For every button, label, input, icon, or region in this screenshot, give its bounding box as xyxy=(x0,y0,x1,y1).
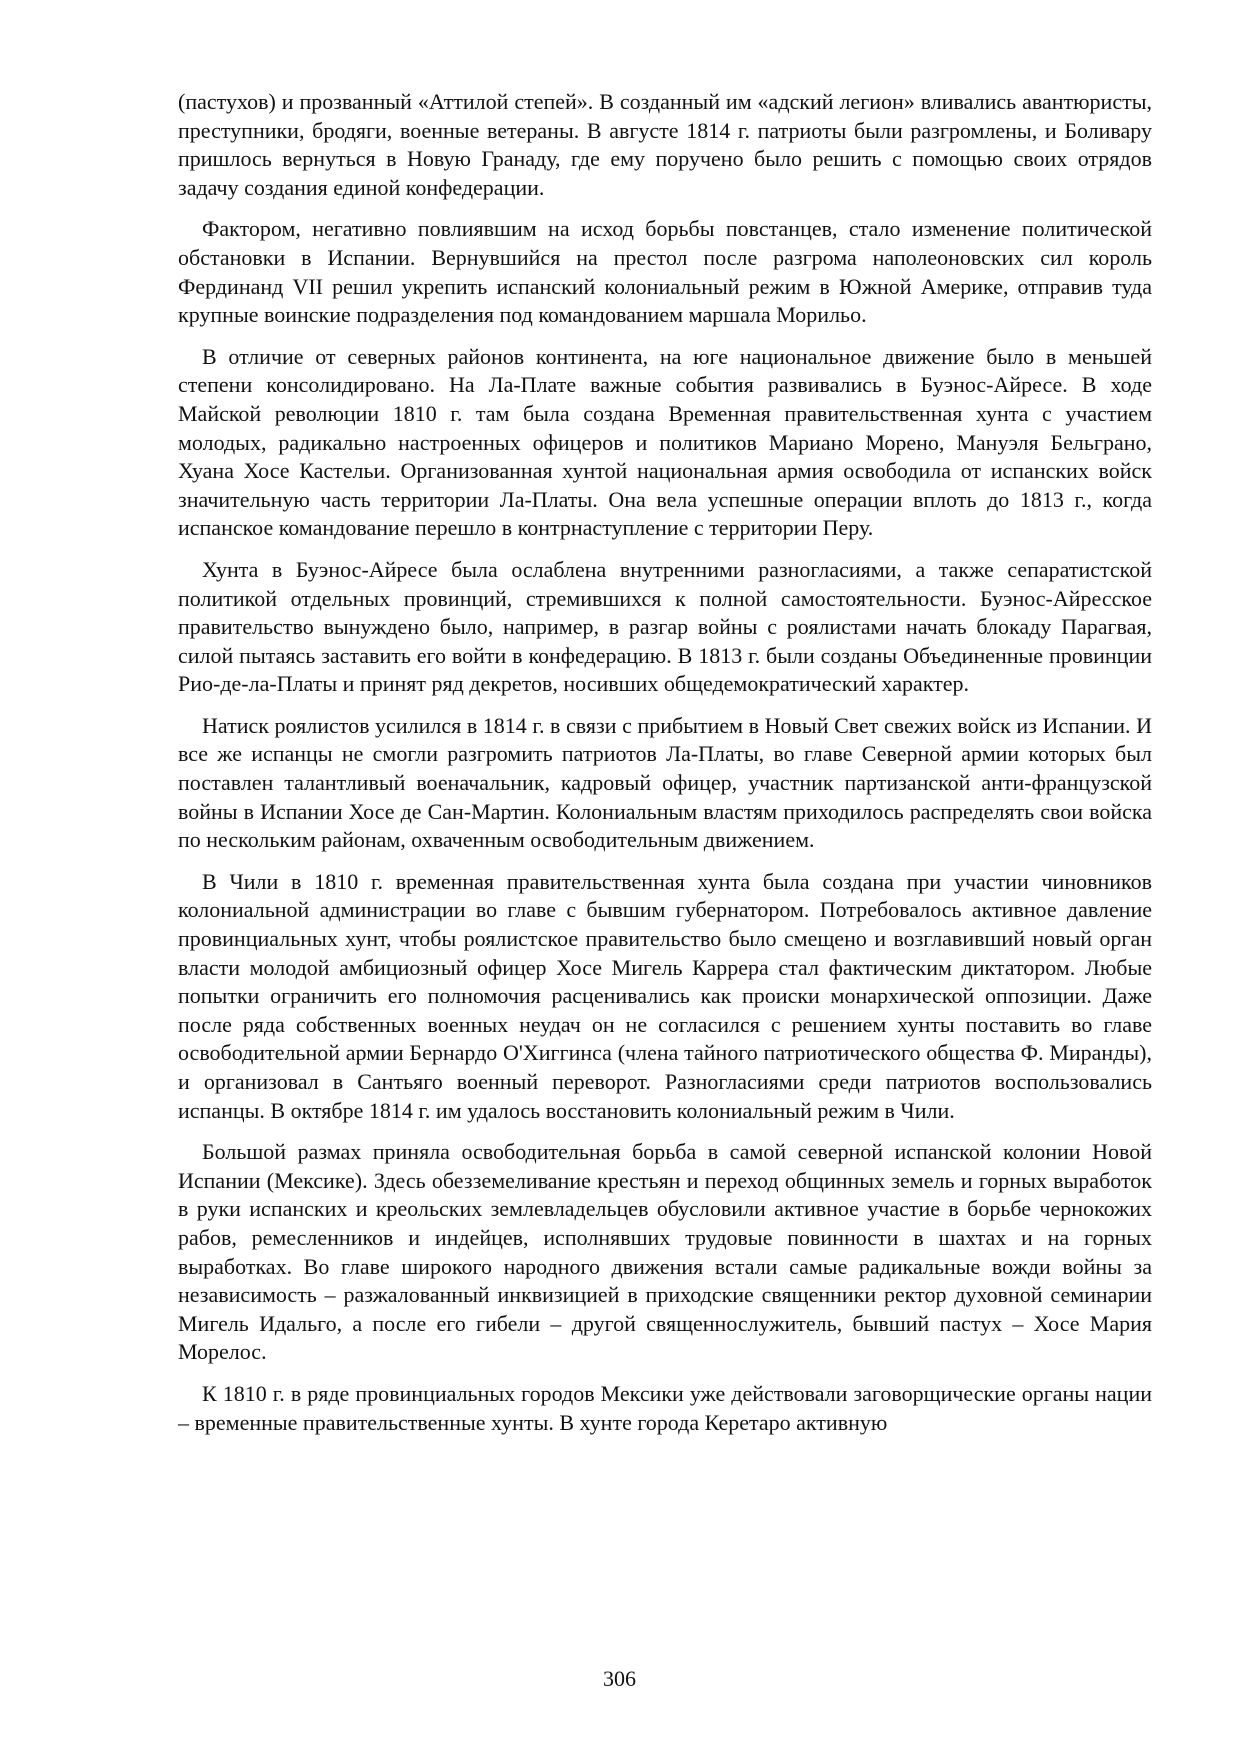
paragraph-8: К 1810 г. в ряде провинциальных городов Мексики уже действовали заговорщические органы нации – временные правительственные хунты. В хунте города Керетаро активную xyxy=(178,1380,1152,1435)
paragraph-2: Фактором, негативно повлиявшим на исход борьбы повстанцев, стало изменение политической обстановки в Испании. Вернувшийся на престол после разгрома наполеоновских сил король Фердинанд VII решил укрепить испанский колониальный режим в Южной Америке, отправив туда крупные воинские подразделения под командованием маршала Морильо. xyxy=(178,216,1152,328)
paragraph-3: В отличие от северных районов континента, на юге национальное движение было в меньшей степени консолидировано. На Ла-Плате важные события развивались в Буэнос-Айресе. В ходе Майской революции 1810 г. там была создана Временная правительственная хунта с участием молодых, радикально настроенных офицеров и политиков Мариано Морено, Мануэля Бельграно, Хуана Хосе Кастельи. Организованная хунтой национальная армия освободила от испанских войск значительную часть территории Ла-Платы. Она вела успешные операции вплоть до 1813 г., когда испанское командование перешло в контрнаступление с территории Перу. xyxy=(178,343,1152,541)
paragraph-6: В Чили в 1810 г. временная правительственная хунта была создана при участии чиновников колониальной администрации во главе с бывшим губернатором. Потребовалось активное давление провинциальных хунт, чтобы роялистское правительство было смещено и возглавивший новый орган власти молодой амбициозный офицер Хосе Мигель Каррера стал фактическим диктатором. Любые попытки ограничить его полномочия расценивались как происки монархической оппозиции. Даже после ряда собственных военных неудач он не согласился с решением хунты поставить во главе освободительной армии Бернардо О'Хиггинса (члена тайного патриотического общества Ф. Миранды), и организовал в Сантьяго военный переворот. Разногласиями среди патриотов воспользовались испанцы. В октябре 1814 г. им удалось восстановить колониальный режим в Чили. xyxy=(178,868,1152,1123)
paragraph-1: (пастухов) и прозванный «Аттилой степей». В созданный им «адский легион» вливались авантюристы, преступники, бродяги, военные ветераны. В августе 1814 г. патриоты были разгромлены, и Боливару пришлось вернуться в Новую Гранаду, где ему поручено было решить с помощью своих отрядов задачу создания единой конфедерации. xyxy=(178,89,1152,200)
paragraph-4: Хунта в Буэнос-Айресе была ослаблена внутренними разногласиями, а также сепаратистской политикой отдельных провинций, стремившихся к полной самостоятельности. Буэнос-Айресское правительство вынуждено было, например, в разгар войны с роялистами начать блокаду Парагвая, силой пытаясь заставить его войти в конфедерацию. В 1813 г. были созданы Объединенные провинции Рио-де-ла-Платы и принят ряд декретов, носивших общедемократический характер. xyxy=(178,556,1152,697)
page-body xyxy=(178,88,1152,1450)
paragraph-7: Большой размах приняла освободительная борьба в самой северной испанской колонии Новой Испании (Мексике). Здесь обезземеливание крестьян и переход общинных земель и горных выработок в руки испанских и креольских землевладельцев обусловили активное участие в борьбе чернокожих рабов, ремесленников и индейцев, исполнявших трудовые повинности в шахтах и на горных выработках. Во главе широкого народного движения встали самые радикальные вожди войны за независимость – разжалованный инквизицией в приходские священники ректор духовной семинарии Мигель Идальго, а после его гибели – другой священнослужитель, бывший пастух – Хосе Мария Морелос. xyxy=(178,1139,1152,1365)
page-number: 306 xyxy=(603,1666,636,1691)
paragraph-5: Натиск роялистов усилился в 1814 г. в связи с прибытием в Новый Свет свежих войск из Испании. И все же испанцы не смогли разгромить патриотов Ла-Платы, во главе Северной армии которых был поставлен талантливый военачальник, кадровый офицер, участник партизанской анти-французской войны в Испании Хосе де Сан-Мартин. Колониальным властям приходилось распределять свои войска по нескольким районам, охваченным освободительным движением. xyxy=(178,712,1152,853)
